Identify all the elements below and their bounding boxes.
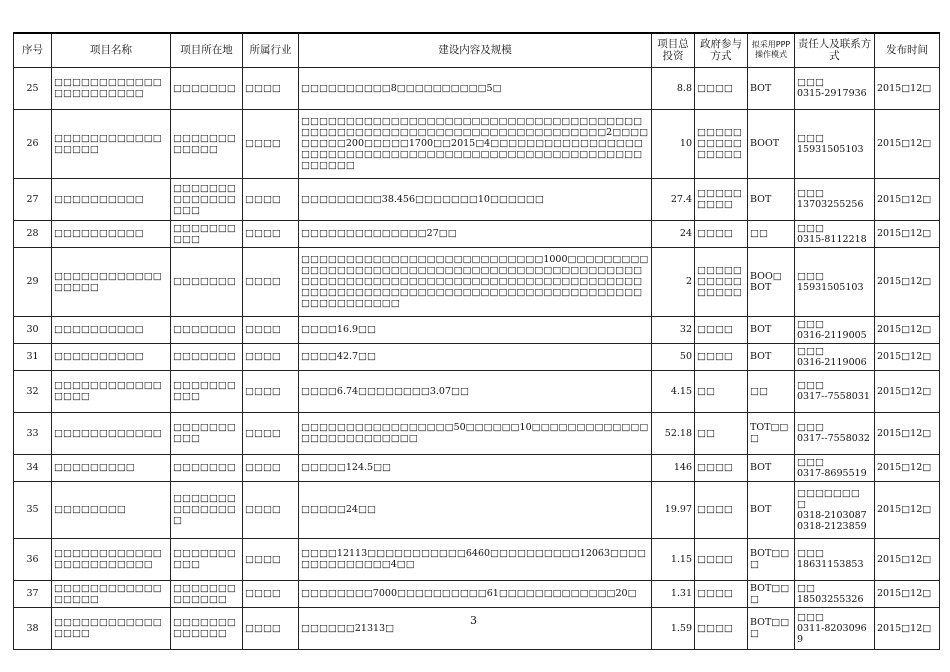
cell-project-name: □□□□□□□□□□ [52,220,171,247]
cell-project-name: □□□□□□□□□□□□□□□□□ [52,109,171,178]
cell-contact: □□□□□□□ □ 0318-2103087 0318-2123859 [795,481,875,538]
cell-contact: □□□ 18631153853 [795,538,875,580]
cell-no: 34 [14,454,52,481]
cell-date: 2015□12□ [875,343,940,370]
cell-investment: 24 [652,220,695,247]
cell-industry: □□□□ [243,481,299,538]
cell-location: □□□□□□□ [171,247,243,316]
cell-gov-role: □□□□□□□□□□□□□□□ [695,247,748,316]
table-row [14,370,940,412]
table-row [14,247,940,316]
cell-date: 2015□12□ [875,481,940,538]
cell-content: □□□□□□□□□□□□□□27□□ [299,220,652,247]
cell-investment: 1.59 [652,607,695,649]
cell-project-name: □□□□□□□□□□□□□□□□□□□□□□□ [52,538,171,580]
header-contact: 责任人及联系方式 [795,33,875,67]
cell-investment: 32 [652,316,695,343]
cell-location: □□□□□□□□□□□□□□□ [171,481,243,538]
cell-date: 2015□12□ [875,220,940,247]
cell-gov-role: □□□□ [695,607,748,649]
cell-gov-role: □□ [695,412,748,454]
header-project-name: 项目名称 [52,33,171,67]
cell-contact: □□□ 0316-2119006 [795,343,875,370]
cell-industry: □□□□ [243,247,299,316]
cell-project-name: □□□□□□□□□□□□□□□□□ [52,247,171,316]
cell-industry: □□□□ [243,316,299,343]
cell-industry: □□□□ [243,454,299,481]
cell-location: □□□□□□□□□□ [171,538,243,580]
cell-project-name: □□□□□□□□□ [52,454,171,481]
cell-investment: 27.4 [652,178,695,220]
cell-location: □□□□□□□ [171,454,243,481]
cell-investment: 8.8 [652,67,695,109]
cell-project-name: □□□□□□□□□□□□□□□□□ [52,580,171,607]
table-row [14,316,940,343]
cell-gov-role: □□□□ [695,538,748,580]
cell-content: □□□□6.74□□□□□□□□3.07□□ [299,370,652,412]
cell-gov-role: □□□□ [695,220,748,247]
cell-no: 28 [14,220,52,247]
cell-date: 2015□12□ [875,109,940,178]
cell-date: 2015□12□ [875,370,940,412]
cell-investment: 50 [652,343,695,370]
cell-no: 37 [14,580,52,607]
cell-no: 36 [14,538,52,580]
cell-content: □□□□□□21313□ [299,607,652,649]
cell-industry: □□□□ [243,109,299,178]
cell-project-name: □□□□□□□□□□□□□□□□ [52,370,171,412]
cell-content: □□□□□□□□□□□□□□□□□□□□□□□□□□□□□□□□□□□□□□□□□□□□□□□□□□□□□□□□□□□□□□□□□□□□□□□□2□□□□□□□□□200□□□□□1700□□2015□4□□□□□□□□□□□□□□□□□□□□□□□□□□□□□□□□□□□□□□□□□□□□□□□□□□□□□□□□□□□□□ [299,109,652,178]
cell-location: □□□□□□□ [171,67,243,109]
cell-investment: 2 [652,247,695,316]
table-row [14,481,940,538]
page-number: 3 [470,614,477,627]
cell-contact: □□□ 15931505103 [795,247,875,316]
cell-ppp-mode: BOT [748,481,795,538]
cell-gov-role: □□□□ [695,67,748,109]
cell-content: □□□□□124.5□□ [299,454,652,481]
cell-content: □□□□16.9□□ [299,316,652,343]
cell-content: □□□□12113□□□□□□□□□□□6460□□□□□□□□□□12063□□□□□□□□□□□□□□4□□ [299,538,652,580]
cell-date: 2015□12□ [875,178,940,220]
cell-date: 2015□12□ [875,454,940,481]
cell-contact: □□□ 15931505103 [795,109,875,178]
cell-no: 38 [14,607,52,649]
cell-date: 2015□12□ [875,67,940,109]
table-row [14,109,940,178]
cell-date: 2015□12□ [875,538,940,580]
cell-location: □□□□□□□□□□ [171,412,243,454]
cell-ppp-mode: BOT [748,454,795,481]
table-row [14,67,940,109]
cell-date: 2015□12□ [875,316,940,343]
cell-gov-role: □□□□ [695,343,748,370]
ppp-project-table [13,32,940,650]
cell-gov-role: □□□□ [695,316,748,343]
cell-project-name: □□□□□□□□□□ [52,316,171,343]
cell-location: □□□□□□□ [171,343,243,370]
cell-no: 35 [14,481,52,538]
cell-location: □□□□□□□□□□ [171,370,243,412]
cell-contact: □□□ 0317-8695519 [795,454,875,481]
table-row [14,412,940,454]
header-no: 序号 [14,33,52,67]
cell-no: 32 [14,370,52,412]
cell-location: □□□□□□□□□□ [171,220,243,247]
header-gov-role: 政府参与方式 [695,33,748,67]
cell-project-name: □□□□□□□□ [52,481,171,538]
cell-industry: □□□□ [243,538,299,580]
table-row [14,220,940,247]
cell-contact: □□□ 13703255256 [795,178,875,220]
cell-date: 2015□12□ [875,412,940,454]
header-location: 项目所在地 [171,33,243,67]
header-investment: 项目总投资 [652,33,695,67]
cell-industry: □□□□ [243,412,299,454]
cell-investment: 1.15 [652,538,695,580]
cell-project-name: □□□□□□□□□□□□□□□□ [52,607,171,649]
cell-ppp-mode: □□ [748,220,795,247]
cell-ppp-mode: BOT□□ □ [748,538,795,580]
cell-contact: □□□ 0315-8112218 [795,220,875,247]
cell-project-name: □□□□□□□□□□ [52,343,171,370]
cell-no: 26 [14,109,52,178]
cell-investment: 4.15 [652,370,695,412]
cell-contact: □□□ 0316-2119005 [795,316,875,343]
cell-contact: □□□ 0311-82030969 [795,607,875,649]
header-ppp-mode: 拟采用PPP操作模式 [748,33,795,67]
cell-industry: □□□□ [243,370,299,412]
cell-gov-role: □□ [695,370,748,412]
cell-content: □□□□□□□□□□□□□□□□□□□□□□□□□□□1000□□□□□□□□□□□□□□□□□□□□□□□□□□□□□□□□□□□□□□□□□□□□□□□□□□□□□□□□□□□□□□□□□□□□□□□□□□□□□□□□□□□□□□□□□□□□□□□□□□□□□□□□□□□□□□□□□□□□□□□□□□□□□□□□□□□□□□ [299,247,652,316]
cell-industry: □□□□ [243,220,299,247]
cell-ppp-mode: BOT [748,343,795,370]
cell-ppp-mode: BOT□□ □ [748,607,795,649]
cell-project-name: □□□□□□□□□□□□□□□□□□□□□□ [52,67,171,109]
cell-ppp-mode: □□ [748,370,795,412]
cell-gov-role: □□□□□□□□□ [695,178,748,220]
cell-date: 2015□12□ [875,607,940,649]
cell-date: 2015□12□ [875,580,940,607]
table-row [14,454,940,481]
cell-investment: 19.97 [652,481,695,538]
cell-contact: □□□ 0317--7558031 [795,370,875,412]
cell-project-name: □□□□□□□□□□□□ [52,412,171,454]
cell-content: □□□□□□□□□38.456□□□□□□□10□□□□□□ [299,178,652,220]
cell-ppp-mode: BOT [748,67,795,109]
table-row [14,580,940,607]
cell-no: 27 [14,178,52,220]
cell-no: 31 [14,343,52,370]
cell-gov-role: □□□□ [695,580,748,607]
cell-content: □□□□□□□□□□8□□□□□□□□□□5□ [299,67,652,109]
cell-content: □□□□42.7□□ [299,343,652,370]
cell-ppp-mode: TOT□□ □ [748,412,795,454]
cell-project-name: □□□□□□□□□□ [52,178,171,220]
header-industry: 所属行业 [243,33,299,67]
cell-industry: □□□□ [243,178,299,220]
cell-no: 33 [14,412,52,454]
cell-ppp-mode: BOO□ BOT [748,247,795,316]
cell-location: □□□□□□□□□□□□ [171,109,243,178]
cell-content: □□□□□□□□7000□□□□□□□□□□61□□□□□□□□□□□□□20□ [299,580,652,607]
cell-ppp-mode: BOT [748,316,795,343]
cell-content: □□□□□24□□ [299,481,652,538]
cell-investment: 146 [652,454,695,481]
cell-gov-role: □□□□□□□□□□□□□□□ [695,109,748,178]
cell-gov-role: □□□□ [695,481,748,538]
header-date: 发布时间 [875,33,940,67]
header-row [14,33,940,67]
cell-no: 30 [14,316,52,343]
cell-location: □□□□□□□□□□□□□ [171,580,243,607]
cell-date: 2015□12□ [875,247,940,316]
cell-no: 25 [14,67,52,109]
cell-location: □□□□□□□ [171,316,243,343]
cell-contact: □□□ 0317--7558032 [795,412,875,454]
cell-contact: □□□ 0315-2917936 [795,67,875,109]
cell-gov-role: □□□□ [695,454,748,481]
cell-industry: □□□□ [243,343,299,370]
cell-location: □□□□□□□□□□□□□ [171,607,243,649]
cell-no: 29 [14,247,52,316]
cell-investment: 1.31 [652,580,695,607]
cell-ppp-mode: BOT [748,178,795,220]
cell-investment: 52.18 [652,412,695,454]
cell-ppp-mode: BOT□□ □ [748,580,795,607]
cell-ppp-mode: BOOT [748,109,795,178]
table-row [14,538,940,580]
cell-contact: □□ 18503255326 [795,580,875,607]
table-row [14,178,940,220]
table-row [14,343,940,370]
cell-industry: □□□□ [243,67,299,109]
cell-industry: □□□□ [243,580,299,607]
cell-investment: 10 [652,109,695,178]
header-content: 建设内容及规模 [299,33,652,67]
cell-location: □□□□□□□□□□□□□□□□□ [171,178,243,220]
cell-content: □□□□□□□□□□□□□□□□□50□□□□□□10□□□□□□□□□□□□□□□□□□□□□□□□□□ [299,412,652,454]
cell-industry: □□□□ [243,607,299,649]
